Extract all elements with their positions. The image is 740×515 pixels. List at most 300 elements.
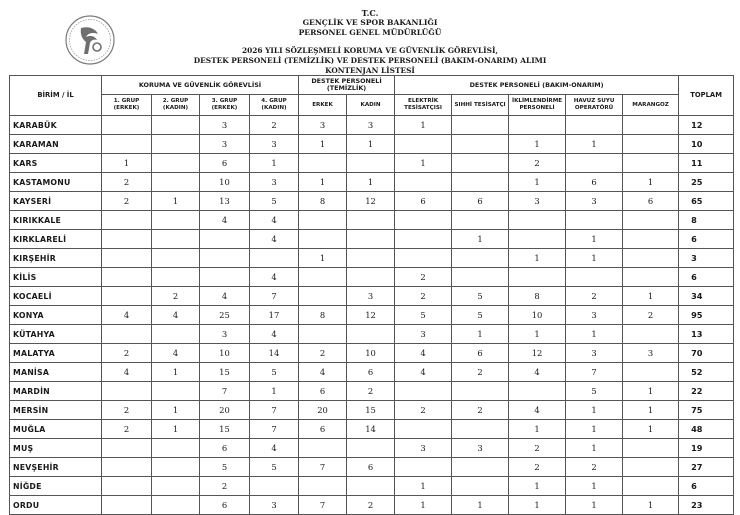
quota-cell: 2 [102, 344, 152, 363]
quota-cell [395, 211, 452, 230]
group-header-koruma: KORUMA VE GÜVENLİK GÖREVLİSİ [102, 76, 299, 95]
table-row [10, 325, 734, 344]
table-row [10, 173, 734, 192]
quota-cell: 5 [566, 382, 623, 401]
total-cell: 52 [679, 363, 734, 382]
quota-cell [347, 154, 395, 173]
quota-cell [452, 173, 509, 192]
quota-cell: 4 [250, 325, 299, 344]
column-header-grup-4: 4. GRUP (KADIN) [250, 95, 299, 116]
column-header-birim: BİRİM / İL [10, 76, 102, 116]
quota-cell: 3 [623, 344, 679, 363]
quota-cell [299, 439, 347, 458]
quota-cell: 7 [250, 401, 299, 420]
quota-cell: 3 [250, 135, 299, 154]
table-row [10, 306, 734, 325]
quota-cell [452, 268, 509, 287]
quota-cell: 2 [102, 192, 152, 211]
quota-cell: 3 [299, 116, 347, 135]
table-row [10, 116, 734, 135]
quota-cell [623, 135, 679, 154]
table-row [10, 287, 734, 306]
quota-cell: 2 [299, 344, 347, 363]
quota-cell [347, 249, 395, 268]
quota-cell [299, 268, 347, 287]
quota-cell [347, 230, 395, 249]
quota-cell [452, 154, 509, 173]
quota-cell: 2 [200, 477, 250, 496]
quota-cell [509, 116, 566, 135]
total-cell: 65 [679, 192, 734, 211]
quota-cell [452, 249, 509, 268]
quota-cell: 7 [200, 382, 250, 401]
quota-cell: 6 [347, 458, 395, 477]
province-name: MARDİN [10, 382, 102, 401]
quota-cell: 5 [452, 306, 509, 325]
quota-cell: 3 [395, 325, 452, 344]
quota-cell: 13 [200, 192, 250, 211]
table-row [10, 420, 734, 439]
quota-cell [623, 439, 679, 458]
province-name: KIRIKKALE [10, 211, 102, 230]
table-row [10, 249, 734, 268]
quota-cell: 6 [299, 420, 347, 439]
quota-cell: 4 [250, 230, 299, 249]
quota-cell [299, 325, 347, 344]
quota-cell: 10 [200, 344, 250, 363]
quota-cell [102, 325, 152, 344]
total-cell: 6 [679, 230, 734, 249]
quota-cell: 15 [200, 363, 250, 382]
quota-cell [152, 439, 200, 458]
quota-cell: 1 [452, 325, 509, 344]
quota-cell: 1 [299, 249, 347, 268]
quota-cell [395, 382, 452, 401]
quota-cell: 4 [102, 363, 152, 382]
table-row [10, 211, 734, 230]
quota-cell: 2 [347, 382, 395, 401]
quota-cell [623, 325, 679, 344]
quota-cell: 1 [623, 382, 679, 401]
quota-cell: 1 [347, 135, 395, 154]
quota-cell: 2 [347, 496, 395, 515]
quota-cell: 1 [395, 477, 452, 496]
table-row [10, 135, 734, 154]
quota-cell: 5 [250, 363, 299, 382]
quota-cell [452, 382, 509, 401]
header-title-line3: KONTENJAN LİSTESİ [325, 66, 415, 75]
quota-cell: 1 [509, 420, 566, 439]
total-cell: 75 [679, 401, 734, 420]
quota-cell: 8 [299, 192, 347, 211]
quota-cell: 4 [200, 287, 250, 306]
quota-cell [102, 230, 152, 249]
quota-cell [566, 211, 623, 230]
quota-cell: 2 [102, 401, 152, 420]
table-row [10, 344, 734, 363]
total-cell: 8 [679, 211, 734, 230]
quota-cell: 15 [200, 420, 250, 439]
quota-cell [102, 477, 152, 496]
province-name: KOCAELİ [10, 287, 102, 306]
quota-cell [152, 249, 200, 268]
quota-cell: 1 [152, 192, 200, 211]
quota-cell: 3 [452, 439, 509, 458]
province-name: KARS [10, 154, 102, 173]
total-cell: 6 [679, 268, 734, 287]
province-name: KARABÜK [10, 116, 102, 135]
header-tc: T.C. [361, 8, 379, 18]
quota-cell: 2 [566, 287, 623, 306]
quota-cell [152, 477, 200, 496]
quota-cell: 7 [299, 496, 347, 515]
quota-cell: 1 [566, 401, 623, 420]
quota-cell: 1 [299, 173, 347, 192]
quota-cell: 20 [299, 401, 347, 420]
table-row [10, 477, 734, 496]
quota-cell: 3 [395, 439, 452, 458]
column-header-iklimlendirme: İKLİMLENDİRME PERSONELİ [509, 95, 566, 116]
quota-cell: 5 [452, 287, 509, 306]
quota-cell: 2 [452, 363, 509, 382]
quota-cell: 1 [509, 173, 566, 192]
quota-cell [250, 477, 299, 496]
quota-cell: 4 [509, 363, 566, 382]
quota-cell: 3 [250, 496, 299, 515]
table-row [10, 268, 734, 287]
quota-cell [452, 135, 509, 154]
quota-cell [395, 173, 452, 192]
quota-cell [152, 382, 200, 401]
quota-cell [152, 135, 200, 154]
quota-cell: 4 [250, 439, 299, 458]
column-header-grup-1: 1. GRUP (ERKEK) [102, 95, 152, 116]
quota-cell [152, 173, 200, 192]
quota-cell: 1 [452, 496, 509, 515]
total-cell: 11 [679, 154, 734, 173]
quota-cell: 15 [347, 401, 395, 420]
column-header-grup-2: 2. GRUP (KADIN) [152, 95, 200, 116]
quota-cell: 1 [623, 401, 679, 420]
quota-cell: 4 [152, 344, 200, 363]
quota-cell: 2 [395, 401, 452, 420]
province-name: KİLİS [10, 268, 102, 287]
column-header-sihhi-tesisatci: SIHHİ TESİSATÇI [452, 95, 509, 116]
quota-cell: 6 [200, 496, 250, 515]
quota-cell: 5 [395, 306, 452, 325]
quota-cell: 4 [200, 211, 250, 230]
quota-cell [509, 211, 566, 230]
quota-cell: 1 [299, 135, 347, 154]
quota-cell [623, 268, 679, 287]
quota-cell [152, 116, 200, 135]
province-name: MALATYA [10, 344, 102, 363]
column-header-toplam: TOPLAM [679, 76, 734, 116]
quota-cell: 1 [509, 477, 566, 496]
quota-cell: 3 [566, 192, 623, 211]
quota-cell [566, 154, 623, 173]
quota-cell: 1 [566, 135, 623, 154]
quota-cell: 2 [509, 458, 566, 477]
quota-cell [200, 249, 250, 268]
quota-cell: 2 [623, 306, 679, 325]
quota-cell: 1 [623, 287, 679, 306]
quota-cell: 1 [566, 496, 623, 515]
quota-cell: 10 [200, 173, 250, 192]
quota-cell: 7 [250, 420, 299, 439]
quota-cell: 8 [509, 287, 566, 306]
table-row [10, 382, 734, 401]
header-directorate: PERSONEL GENEL MÜDÜRLÜĞÜ [298, 28, 442, 37]
group-header-bakim-onarim: DESTEK PERSONELİ (BAKIM-ONARIM) [395, 76, 679, 95]
quota-cell: 1 [250, 154, 299, 173]
quota-cell [102, 268, 152, 287]
total-cell: 27 [679, 458, 734, 477]
quota-cell [395, 420, 452, 439]
province-name: MANİSA [10, 363, 102, 382]
quota-cell [299, 287, 347, 306]
province-name: KIRKLARELİ [10, 230, 102, 249]
quota-cell: 4 [395, 344, 452, 363]
column-header-grup-3: 3. GRUP (ERKEK) [200, 95, 250, 116]
quota-cell: 2 [452, 401, 509, 420]
quota-cell: 2 [509, 439, 566, 458]
quota-cell [347, 211, 395, 230]
quota-cell [102, 439, 152, 458]
quota-cell: 6 [452, 192, 509, 211]
table-row [10, 192, 734, 211]
quota-cell [623, 458, 679, 477]
quota-cell [509, 230, 566, 249]
total-cell: 3 [679, 249, 734, 268]
total-cell: 34 [679, 287, 734, 306]
quota-cell: 1 [509, 496, 566, 515]
column-header-marangoz: MARANGOZ [623, 95, 679, 116]
quota-cell [152, 211, 200, 230]
quota-cell [623, 116, 679, 135]
quota-cell: 4 [250, 268, 299, 287]
quota-cell [452, 116, 509, 135]
total-cell: 23 [679, 496, 734, 515]
quota-cell: 1 [509, 249, 566, 268]
quota-cell: 6 [200, 154, 250, 173]
quota-cell: 1 [102, 154, 152, 173]
quota-cell: 7 [566, 363, 623, 382]
quota-cell [623, 249, 679, 268]
quota-cell: 17 [250, 306, 299, 325]
quota-cell: 20 [200, 401, 250, 420]
quota-cell [299, 230, 347, 249]
quota-cell: 1 [395, 154, 452, 173]
quota-cell: 1 [250, 382, 299, 401]
quota-cell: 6 [347, 363, 395, 382]
province-name: KONYA [10, 306, 102, 325]
quota-cell [102, 249, 152, 268]
quota-cell [102, 135, 152, 154]
table-row [10, 154, 734, 173]
quota-cell: 4 [299, 363, 347, 382]
quota-cell: 1 [566, 420, 623, 439]
quota-cell: 3 [347, 116, 395, 135]
quota-cell [102, 382, 152, 401]
quota-cell: 7 [299, 458, 347, 477]
header-title-line2: DESTEK PERSONELİ (TEMİZLİK) VE DESTEK PERSONELİ (BAKIM-ONARIM) ALIMI [193, 56, 547, 65]
quota-cell [152, 496, 200, 515]
quota-cell: 6 [299, 382, 347, 401]
quota-cell [250, 249, 299, 268]
quota-cell: 1 [566, 477, 623, 496]
quota-cell: 1 [509, 135, 566, 154]
quota-cell: 3 [509, 192, 566, 211]
quota-cell: 1 [566, 230, 623, 249]
quota-cell: 5 [250, 192, 299, 211]
province-name: KÜTAHYA [10, 325, 102, 344]
table-row [10, 439, 734, 458]
quota-cell: 6 [200, 439, 250, 458]
quota-cell: 1 [623, 173, 679, 192]
document-header [0, 8, 740, 76]
province-name: KARAMAN [10, 135, 102, 154]
quota-cell: 2 [509, 154, 566, 173]
quota-cell: 3 [347, 287, 395, 306]
quota-cell [102, 211, 152, 230]
quota-cell: 1 [152, 401, 200, 420]
quota-cell: 1 [347, 173, 395, 192]
quota-cell: 6 [623, 192, 679, 211]
quota-cell [347, 439, 395, 458]
quota-cell: 2 [102, 173, 152, 192]
total-cell: 6 [679, 477, 734, 496]
quota-cell [623, 154, 679, 173]
total-cell: 95 [679, 306, 734, 325]
column-header-kadin: KADIN [347, 95, 395, 116]
table-row [10, 363, 734, 382]
quota-cell: 2 [395, 287, 452, 306]
quota-cell [152, 230, 200, 249]
quota-cell [623, 477, 679, 496]
quota-cell: 4 [250, 211, 299, 230]
column-header-havuz-suyu: HAVUZ SUYU OPERATÖRÜ [566, 95, 623, 116]
quota-cell: 3 [200, 135, 250, 154]
province-name: ORDU [10, 496, 102, 515]
province-name: MUŞ [10, 439, 102, 458]
province-name: MUĞLA [10, 420, 102, 439]
quota-cell [152, 268, 200, 287]
province-name: KAYSERİ [10, 192, 102, 211]
quota-cell: 25 [200, 306, 250, 325]
quota-cell [395, 135, 452, 154]
total-cell: 25 [679, 173, 734, 192]
quota-cell: 6 [395, 192, 452, 211]
quota-cell: 14 [347, 420, 395, 439]
quota-cell [299, 211, 347, 230]
quota-cell [347, 477, 395, 496]
total-cell: 70 [679, 344, 734, 363]
province-name: NİĞDE [10, 477, 102, 496]
quota-cell: 1 [395, 496, 452, 515]
quota-cell [347, 325, 395, 344]
table-row [10, 458, 734, 477]
quota-cell: 3 [250, 173, 299, 192]
quota-cell: 5 [200, 458, 250, 477]
quota-cell [395, 230, 452, 249]
quota-cell [452, 211, 509, 230]
quota-cell [509, 268, 566, 287]
quota-cell [299, 477, 347, 496]
quota-cell [152, 154, 200, 173]
total-cell: 13 [679, 325, 734, 344]
quota-cell: 10 [347, 344, 395, 363]
quota-cell [395, 249, 452, 268]
quota-cell [623, 363, 679, 382]
quota-cell: 2 [395, 268, 452, 287]
quota-cell [509, 382, 566, 401]
total-cell: 10 [679, 135, 734, 154]
quota-cell [102, 458, 152, 477]
quota-cell: 12 [347, 306, 395, 325]
quota-cell: 1 [152, 420, 200, 439]
quota-cell: 8 [299, 306, 347, 325]
quota-cell: 1 [623, 420, 679, 439]
quota-cell [102, 287, 152, 306]
quota-cell [623, 211, 679, 230]
quota-cell: 12 [509, 344, 566, 363]
quota-cell: 7 [250, 287, 299, 306]
quota-cell [152, 325, 200, 344]
quota-cell: 10 [509, 306, 566, 325]
quota-cell [152, 458, 200, 477]
quota-cell [395, 458, 452, 477]
quota-cell [200, 268, 250, 287]
quota-cell: 4 [509, 401, 566, 420]
quota-cell [452, 458, 509, 477]
quota-cell: 1 [452, 230, 509, 249]
quota-cell: 1 [152, 363, 200, 382]
quota-cell: 2 [102, 420, 152, 439]
quota-cell: 6 [452, 344, 509, 363]
quota-cell: 1 [623, 496, 679, 515]
quota-cell: 3 [200, 116, 250, 135]
quota-cell [200, 230, 250, 249]
header-ministry: GENÇLİK VE SPOR BAKANLIĞI [302, 18, 438, 27]
quota-cell: 3 [200, 325, 250, 344]
column-header-erkek: ERKEK [299, 95, 347, 116]
table-body [10, 116, 734, 515]
quota-cell [102, 116, 152, 135]
table-row [10, 401, 734, 420]
total-cell: 22 [679, 382, 734, 401]
province-name: MERSİN [10, 401, 102, 420]
group-header-temizlik: DESTEK PERSONELİ (TEMİZLİK) [299, 76, 395, 95]
quota-cell: 4 [395, 363, 452, 382]
quota-cell: 1 [395, 116, 452, 135]
quota-cell [347, 268, 395, 287]
quota-cell: 1 [566, 439, 623, 458]
quota-cell: 2 [250, 116, 299, 135]
total-cell: 19 [679, 439, 734, 458]
header-title-line1: 2026 YILI SÖZLEŞMELİ KORUMA VE GÜVENLİK GÖREVLİSİ, [242, 46, 498, 55]
quota-cell: 1 [566, 325, 623, 344]
quota-cell: 4 [152, 306, 200, 325]
quota-cell: 2 [566, 458, 623, 477]
quota-cell: 1 [566, 249, 623, 268]
quota-cell: 1 [509, 325, 566, 344]
quota-cell: 6 [566, 173, 623, 192]
province-name: KIRŞEHİR [10, 249, 102, 268]
quota-cell: 14 [250, 344, 299, 363]
total-cell: 12 [679, 116, 734, 135]
quota-cell [102, 496, 152, 515]
